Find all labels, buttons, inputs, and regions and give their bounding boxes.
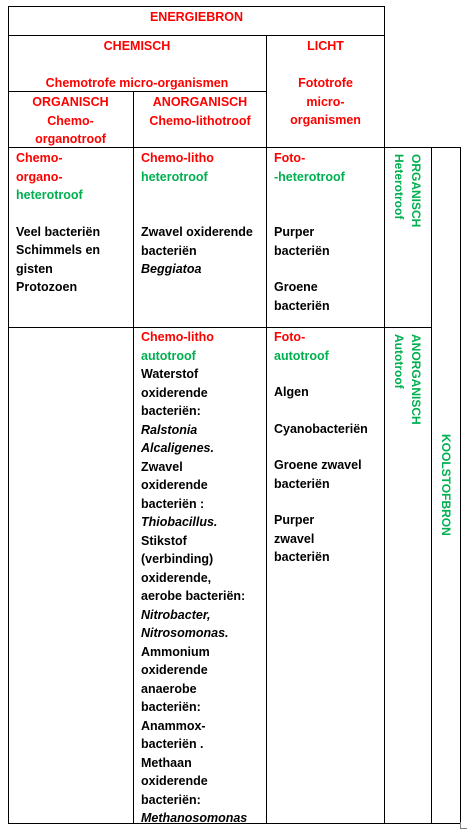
cell-title-green: autotroof (141, 348, 196, 363)
phototrophs-line: organismen (290, 113, 361, 127)
cell-item: Nitrosomonas. (141, 626, 229, 640)
chemo-litho-autotroof-cell (141, 328, 265, 828)
chemo-organo-heterotroof-cell (16, 149, 132, 297)
cell-item: Algen (274, 385, 309, 399)
cell-item-list (141, 365, 265, 828)
cell-item: bacteriën (274, 298, 330, 313)
cell-item: Methanosomonas (141, 811, 248, 825)
cell-title-green: heterotroof (141, 169, 208, 184)
organic-heading (8, 93, 133, 149)
cell-item: oxiderende, (141, 570, 212, 585)
cell-item: Waterstof (141, 367, 199, 381)
cell-item: (verbinding) (141, 552, 214, 566)
cell-item: oxiderende (141, 385, 208, 400)
cell-title-red: Chemo-litho (141, 330, 214, 344)
table-col-line-3 (384, 147, 385, 824)
cell-item: Cyanobacteriën (274, 421, 368, 436)
cell-item: oxiderende (141, 663, 208, 677)
cell-item: Anammox- (141, 718, 206, 733)
cell-title-green: heterotroof (16, 188, 83, 202)
light-heading: LICHT (307, 39, 344, 53)
table-col-line-2 (266, 35, 267, 824)
chemical-heading: CHEMISCH (103, 39, 171, 53)
cell-item: zwavel (274, 531, 315, 546)
cell-title-red: Chemo-litho (141, 151, 214, 165)
cell-item: Thiobacillus. (141, 515, 218, 529)
cell-title-green: -heterotroof (274, 169, 345, 184)
cell-item: Groene (274, 280, 318, 294)
cell-item: bacteriën (274, 476, 330, 491)
cell-title-red: Foto- (274, 330, 306, 344)
cell-item: Stikstof (141, 533, 187, 548)
cell-item: bacteriën (274, 243, 330, 258)
foto-heterotroof-cell (274, 149, 382, 315)
cell-item: bacteriën (274, 550, 330, 564)
cell-item-italic: Beggiatoa (141, 262, 202, 276)
side-label-organic: ORGANISCH (409, 154, 423, 228)
table-col-line-1 (133, 91, 134, 824)
chemo-litho-heterotroof-cell (141, 149, 265, 279)
cell-item: Zwavel (141, 459, 183, 474)
cell-item: gisten (16, 261, 53, 276)
cell-item: Zwavel oxiderende (141, 225, 253, 239)
cell-title-red: organo- (16, 169, 63, 184)
inorganic-type: Chemo-lithotroof (149, 113, 251, 128)
side-label-autotroof: Autotroof (392, 334, 406, 389)
cell-item: Methaan (141, 755, 192, 770)
cell-item: Purper (274, 513, 315, 527)
cell-item: bacteriën . (141, 737, 204, 751)
cell-title-red: Foto- (274, 151, 306, 165)
cell-item: Veel bacteriën (16, 224, 101, 239)
cell-title-green: autotroof (274, 348, 329, 363)
inorganic-label: ANORGANISCH (152, 95, 248, 109)
phototrophs-line: Fototrofe (298, 76, 353, 90)
cell-item: bacteriën (141, 243, 197, 258)
cell-title-red: Chemo- (16, 151, 63, 165)
cell-item: Ralstonia (141, 422, 198, 437)
cell-item: bacteriën: (141, 700, 201, 714)
organic-type-line: Chemo- (47, 113, 94, 128)
energy-source-heading: ENERGIEBRON (149, 10, 244, 24)
cell-item: Ammonium (141, 644, 210, 659)
cell-item: Purper (274, 225, 315, 239)
table-rule-1 (8, 35, 385, 36)
organic-type-line: organotroof (35, 132, 106, 146)
cell-item: bacteriën : (141, 496, 205, 511)
side-label-heterotroof: Heterotroof (392, 154, 406, 220)
inorganic-heading (134, 93, 266, 130)
cell-item: Schimmels en (16, 243, 101, 257)
cell-item: Groene zwavel (274, 458, 362, 472)
cell-item: oxiderende (141, 774, 208, 788)
cell-item: Alcaligenes. (141, 441, 214, 455)
cell-item: bacteriën: (141, 792, 201, 807)
cell-item: bacteriën: (141, 404, 201, 418)
page-corner-mark (460, 822, 467, 829)
cell-item: Protozoen (16, 280, 78, 294)
chemotrophs-label: Chemotrofe micro-organismen (45, 76, 229, 90)
organic-label: ORGANISCH (32, 95, 109, 109)
phototrophs-line: micro- (306, 94, 345, 109)
table-border-top (8, 6, 385, 7)
side-label-inorganic: ANORGANISCH (409, 334, 423, 425)
cell-item: aerobe bacteriën: (141, 589, 246, 603)
table-header-right (384, 6, 385, 148)
table-col-line-4 (431, 147, 432, 824)
cell-item: Nitrobacter, (141, 607, 211, 622)
foto-autotroof-cell (274, 328, 382, 567)
cell-item: anaerobe (141, 681, 197, 696)
table-border-right (460, 147, 461, 824)
carbon-source-label: KOOLSTOFBRON (439, 434, 453, 536)
phototrophs-label (267, 74, 384, 130)
cell-item: oxiderende (141, 478, 208, 492)
